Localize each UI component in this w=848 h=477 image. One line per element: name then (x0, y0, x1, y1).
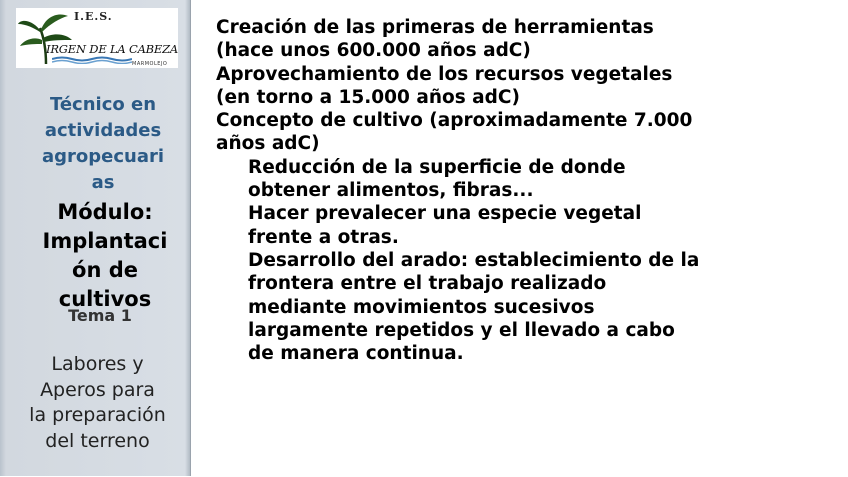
sub-bullet-item (216, 156, 816, 203)
program-title (28, 92, 178, 196)
unit-line: Labores y (51, 353, 144, 375)
bullet-line: Concepto de cultivo (aproximadamente 7.000 (216, 110, 693, 132)
bullet-line: obtener alimentos, fibras... (248, 180, 534, 202)
module-line: cultivos (58, 287, 152, 311)
bullet-line: frontera entre el trabajo realizado (248, 273, 607, 295)
bullet-line: mediante movimientos sucesivos (248, 296, 595, 318)
module-line: ón de (72, 258, 138, 282)
bullet-item (216, 63, 816, 110)
unit-line: la preparación (29, 404, 166, 426)
bullet-line: de manera continua. (248, 343, 464, 365)
waves-icon (52, 56, 132, 64)
sub-bullet-item (216, 202, 816, 249)
logo-ies-text: I.E.S. (74, 10, 113, 23)
slide-body (216, 16, 816, 365)
bullet-line: Creación de las primeras de herramientas (216, 17, 654, 38)
tema-label: Tema 1 (68, 306, 132, 324)
bullet-item (216, 109, 816, 156)
module-line: Módulo: (57, 200, 153, 224)
sub-bullet-item (216, 249, 816, 365)
program-line: agropecuari (41, 146, 165, 167)
sidebar-panel (0, 0, 191, 476)
bullet-line: años adC) (216, 133, 320, 155)
module-line: Implantaci (42, 229, 168, 253)
school-logo (16, 8, 178, 68)
unit-title (6, 352, 189, 454)
bullet-line: Desarrollo del arado: establecimiento de la (248, 249, 700, 271)
bullet-line: (en torno a 15.000 años adC) (216, 86, 520, 108)
bullet-line: Hacer prevalecer una especie vegetal (248, 203, 642, 225)
unit-line: del terreno (45, 429, 150, 452)
program-line: Técnico en (49, 94, 157, 115)
bullet-item (216, 16, 816, 63)
bullet-line: largamente repetidos y el llevado a cabo (248, 319, 675, 341)
bullet-line: Reducción de la superficie de donde (248, 156, 626, 178)
bullet-line: frente a otras. (248, 226, 399, 248)
logo-town-text: MARMOLEJO (132, 61, 168, 67)
program-line: as (91, 172, 115, 193)
bullet-line: Aprovechamiento de los recursos vegetales (216, 63, 673, 85)
logo-school-name: IRGEN DE LA CABEZA (46, 42, 179, 56)
bullet-line: (hace unos 600.000 años adC) (216, 40, 531, 62)
program-line: actividades (44, 120, 162, 141)
unit-line: Aperos para (40, 378, 155, 401)
module-title (14, 198, 196, 314)
